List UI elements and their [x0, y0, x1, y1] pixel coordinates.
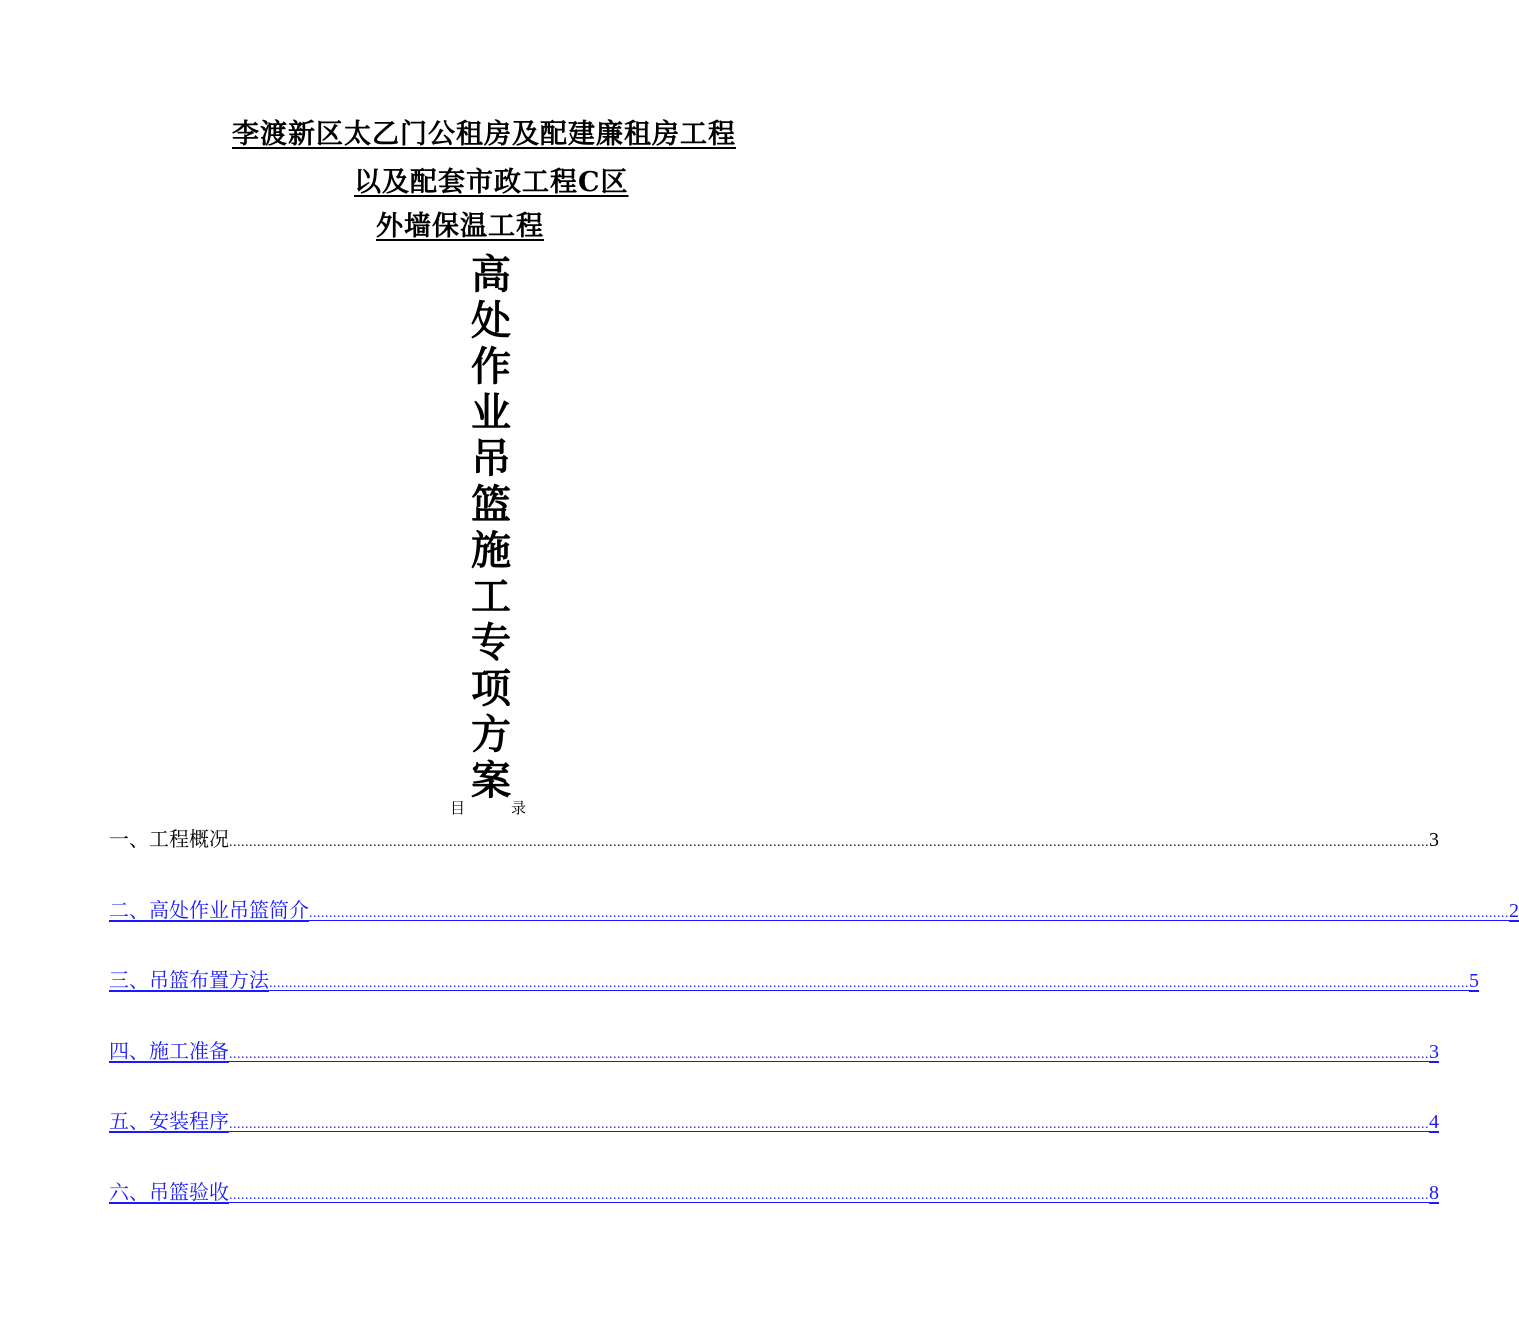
toc-entry-label: 四、施工准备	[109, 1040, 229, 1063]
toc-dot-leader: ............................................................................................................................................................................................................................................................................................................	[229, 1187, 1429, 1203]
toc-dot-leader: ............................................................................................................................................................................................................................................................................................................	[309, 905, 1509, 921]
toc-entry-label: 六、吊篮验收	[109, 1181, 229, 1204]
vertical-title-char: 施	[471, 527, 511, 574]
toc-dot-leader: ............................................................................................................................................................................................................................................................................................................	[229, 1046, 1429, 1062]
toc-heading-left: 目	[450, 799, 466, 817]
toc-heading-right: 录	[511, 799, 527, 817]
toc-entry-label: 二、高处作业吊篮简介	[109, 899, 309, 922]
toc-page-number: 8	[1429, 1181, 1439, 1204]
title-line-1: 李渡新区太乙门公租房及配建廉租房工程	[232, 119, 736, 150]
vertical-title-char: 吊	[471, 435, 511, 482]
toc-link-basket-layout[interactable]	[109, 969, 1479, 993]
toc-entry-label: 五、安装程序	[109, 1111, 229, 1133]
toc-page-number: 3	[1429, 829, 1439, 851]
toc-page-number: 3	[1429, 1040, 1439, 1063]
toc-entry-overview	[109, 828, 1439, 852]
vertical-title-char: 项	[471, 665, 511, 712]
vertical-title-char: 篮	[471, 481, 511, 528]
title-line-3: 外墙保温工程	[376, 211, 544, 242]
vertical-title-char: 案	[471, 757, 511, 804]
toc-entry-label: 三、吊篮布置方法	[109, 970, 269, 992]
title-line-2: 以及配套市政工程C区	[354, 167, 629, 198]
toc-page-number: 2	[1509, 899, 1519, 922]
vertical-document-title	[466, 252, 516, 804]
vertical-title-char: 专	[471, 619, 511, 666]
vertical-title-char: 高	[471, 251, 511, 298]
toc-dot-leader: ............................................................................................................................................................................................................................................................................................................	[229, 835, 1429, 850]
table-of-contents	[109, 828, 1519, 1251]
toc-dot-leader: ............................................................................................................................................................................................................................................................................................................	[269, 976, 1469, 991]
vertical-title-char: 方	[471, 711, 511, 758]
toc-heading	[450, 799, 526, 817]
toc-dot-leader: ............................................................................................................................................................................................................................................................................................................	[229, 1117, 1429, 1132]
toc-link-acceptance[interactable]	[109, 1181, 1439, 1205]
toc-page-number: 5	[1469, 970, 1479, 992]
toc-entry-label: 一、工程概况	[109, 829, 229, 851]
toc-link-basket-intro[interactable]	[109, 899, 1519, 923]
toc-link-installation[interactable]	[109, 1110, 1439, 1134]
vertical-title-char: 工	[471, 573, 511, 620]
vertical-title-char: 作	[471, 343, 511, 390]
vertical-title-char: 处	[471, 297, 511, 344]
vertical-title-char: 业	[471, 389, 511, 436]
toc-page-number: 4	[1429, 1111, 1439, 1133]
toc-link-preparation[interactable]	[109, 1040, 1439, 1064]
